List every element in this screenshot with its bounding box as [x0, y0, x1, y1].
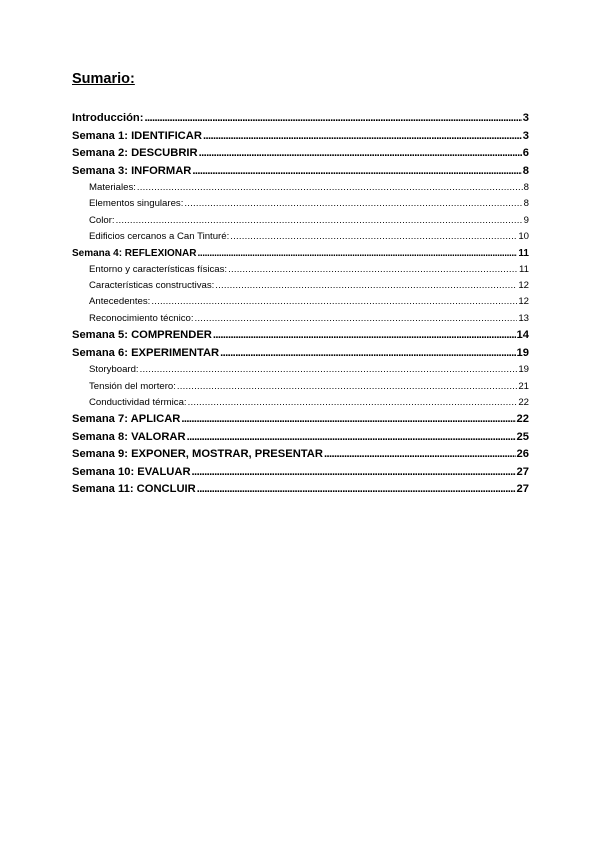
toc-entry[interactable] [72, 145, 529, 163]
dot-leader [140, 362, 518, 378]
toc-subentry[interactable] [72, 262, 529, 278]
toc-entry-label: Semana 4: REFLEXIONAR [72, 247, 197, 259]
toc-entry[interactable] [72, 429, 529, 447]
toc-entry-label: Semana 5: COMPRENDER [72, 329, 212, 342]
toc-subentry[interactable] [72, 196, 529, 212]
dot-leader [203, 128, 522, 146]
dot-leader [177, 379, 517, 395]
toc-entry-page: 6 [522, 147, 529, 159]
dot-leader [197, 481, 516, 499]
toc-entry-label: Color: [89, 214, 115, 226]
toc-entry-label: Semana 10: EVALUAR [72, 465, 191, 478]
toc-entry[interactable] [72, 327, 529, 345]
toc-entry-page: 9 [523, 214, 529, 226]
toc-entry-label: Tensión del mortero: [89, 380, 176, 392]
toc-entry[interactable] [72, 464, 529, 482]
toc-subentry[interactable] [72, 395, 529, 411]
toc-entry-page: 27 [516, 483, 529, 496]
dot-leader [181, 411, 515, 429]
dot-leader [188, 395, 518, 411]
toc-entry-label: Semana 11: CONCLUIR [72, 483, 196, 496]
toc-entry-label: Semana 3: INFORMAR [72, 164, 192, 177]
toc-entry-label: Semana 7: APLICAR [72, 413, 181, 426]
toc-entry-page: 27 [516, 465, 529, 478]
toc-entry[interactable] [72, 446, 529, 464]
dot-leader [220, 345, 515, 363]
dot-leader [195, 311, 518, 327]
toc-entry-label: Storyboard: [89, 364, 139, 376]
toc-entry-page: 8 [523, 198, 529, 210]
toc-entry-label: Entorno y características físicas: [89, 263, 228, 275]
toc-subentry[interactable] [72, 180, 529, 196]
toc-entry-page: 26 [516, 448, 529, 461]
toc-entry[interactable] [72, 128, 529, 146]
dot-leader [197, 246, 517, 262]
toc-subentry[interactable] [72, 379, 529, 395]
dot-leader [213, 327, 516, 345]
toc-subentry[interactable] [72, 294, 529, 310]
toc-entry-label: Semana 1: IDENTIFICAR [72, 129, 202, 142]
toc-entry[interactable] [72, 345, 529, 363]
toc-entry-label: Características constructivas: [89, 279, 215, 291]
toc-entry-page: 12 [518, 296, 529, 308]
toc-entry[interactable] [72, 411, 529, 429]
toc-entry-label: Antecedentes: [89, 296, 151, 308]
toc-title: Sumario: [72, 71, 135, 87]
toc-entry[interactable] [72, 481, 529, 499]
toc-entry-label: Semana 6: EXPERIMENTAR [72, 346, 220, 359]
toc-subentry[interactable] [72, 229, 529, 245]
toc-entry-label: Materiales: [89, 182, 136, 193]
dot-leader [187, 429, 516, 447]
toc-entry-page: 14 [516, 329, 529, 342]
dot-leader [192, 163, 521, 181]
dot-leader [144, 110, 521, 128]
toc-subentry[interactable] [72, 311, 529, 327]
toc-entry[interactable] [72, 110, 529, 128]
toc-entry-page: 3 [522, 112, 529, 124]
toc-entry-page: 19 [516, 346, 529, 359]
dot-leader [215, 278, 517, 294]
toc-entry-label: Reconocimiento técnico: [89, 312, 194, 324]
toc-entry-label: Semana 2: DESCUBRIR [72, 147, 198, 159]
dot-leader [137, 180, 523, 196]
toc-entry-page: 8 [522, 164, 529, 177]
dot-leader [230, 229, 517, 245]
dot-leader [151, 294, 517, 310]
dot-leader [184, 196, 522, 212]
toc-entry-page: 3 [522, 129, 529, 142]
dot-leader [199, 145, 522, 163]
toc-entry-label: Semana 8: VALORAR [72, 430, 186, 443]
toc-entry-label: Edificios cercanos a Can Tinturé: [89, 231, 230, 243]
dot-leader [228, 262, 518, 278]
toc-entry[interactable] [72, 246, 529, 262]
dot-leader [116, 213, 523, 229]
toc-entry-page: 25 [516, 430, 529, 443]
toc-entry-page: 12 [518, 279, 529, 291]
toc-subentry[interactable] [72, 213, 529, 229]
toc-entry-label: Elementos singulares: [89, 198, 184, 210]
toc-entry-label: Introducción: [72, 112, 144, 124]
dot-leader [324, 446, 516, 464]
toc-entry-label: Conductividad térmica: [89, 396, 187, 408]
toc-entry-page: 11 [518, 247, 529, 259]
toc-entry-page: 13 [518, 312, 529, 324]
toc-subentry[interactable] [72, 362, 529, 378]
dot-leader [192, 464, 516, 482]
toc-entry-page: 22 [518, 396, 529, 408]
toc-entry-page: 21 [518, 380, 529, 392]
toc-entry-page: 22 [516, 413, 529, 426]
toc-entry-page: 11 [519, 263, 529, 275]
toc-entry-page: 8 [523, 182, 529, 193]
toc-entry-label: Semana 9: EXPONER, MOSTRAR, PRESENTAR [72, 448, 323, 461]
toc-subentry[interactable] [72, 278, 529, 294]
toc-entry-page: 19 [518, 364, 529, 376]
toc-entry[interactable] [72, 163, 529, 181]
toc-entry-page: 10 [518, 231, 529, 243]
table-of-contents [72, 110, 529, 499]
